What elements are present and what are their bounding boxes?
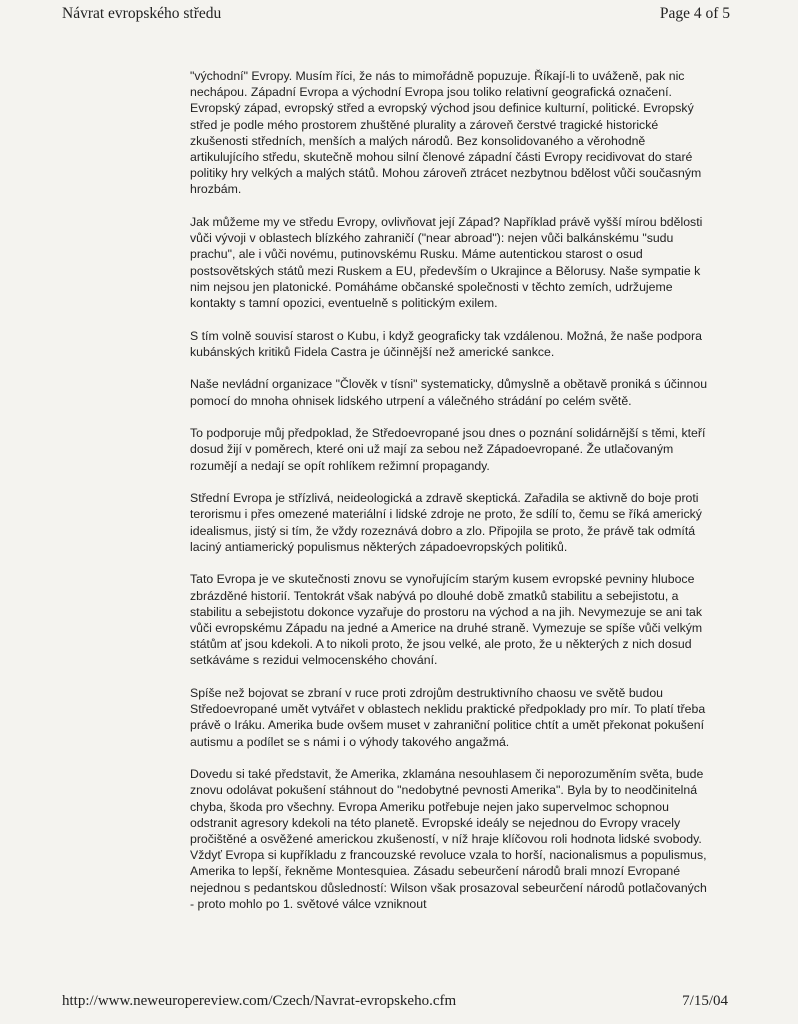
article-body <box>190 68 710 912</box>
header-page-indicator: Page 4 of 5 <box>659 5 730 22</box>
paragraph: "východní" Evropy. Musím říci, že nás to mimořádně popuzuje. Říkají-li to uváženě, pak nic nechápou. Západní Evropa a východní Evropa jsou toliko relativní geografická označení. Evropský západ, evropský střed a evropský východ jsou definice kulturní, politické. Evropský střed je podle mého prostorem zhuštěné plurality a zároveň čerstvé tragické historické zkušenosti středních, menších a malých národů. Bez konsolidovaného a věrohodně artikulujícího středu, skutečně mohou silní členové západní části Evropy recidivovat do staré politiky hry velkých a malých států. Mohou zároveň ztrácet nezbytnou bdělost vůči současným hrozbám. <box>190 69 702 197</box>
paragraph: Spíše než bojovat se zbraní v ruce proti zdrojům destruktivního chaosu ve světě budou Středoevropané umět vytvářet v oblastech neklidu praktické předpoklady pro mír. To platí třeba právě o Iráku. Amerika bude ovšem muset v zahraniční politice chtít a umět překonat pokušení autismu a podílet se s námi i o výhody takového angažmá. <box>190 686 706 749</box>
paragraph: Tato Evropa je ve skutečnosti znovu se vynořujícím starým kusem evropské pevniny hluboce zbrázděné historií. Tentokrát však nabývá po dlouhé době zmatků stabilitu a sebejistotu, a stabilitu a sebejistotu dokonce vyzařuje do prostoru na východ a na jih. Nevymezuje se ani tak vůči evropskému Západu na jedné a Americe na druhé straně. Vymezuje se spíše vůči velkým státům ať jsou kdekoli. A to nikoli proto, že jsou velké, ale proto, že u některých z nich dosud setkáváme s rezidui velmocenského chování. <box>190 572 703 668</box>
paragraph: S tím volně souvisí starost o Kubu, i když geograficky tak vzdálenou. Možná, že naše podpora kubánských kritiků Fidela Castra je účinnější než americké sankce. <box>190 328 702 359</box>
footer-date: 7/15/04 <box>682 993 728 1009</box>
paragraph: Dovedu si také představit, že Amerika, zklamána nesouhlasem či neporozuměním světa, bude znovu odolávat pokušení stáhnout do "nedobytné pevnosti Amerika". Byla by to neodčinitelná chyba, škoda pro všechny. Evropa Ameriku potřebuje nejen jako supervelmoc schopnou odstranit agresory kdekoli na této planetě. Evropské ideály se nejednou do Evropy vracely pročištěné a osvěžené americkou zkušeností, v níž hraje klíčovou roli hodnota lidské svobody. Vždyť Evropa si kupříkladu z francouzské revoluce vzala to horší, nacionalismus a populismus, Amerika to lepší, řekněme Montesquiea. Zásadu sebeurčení národů brali mnozí Evropané nejednou s pedantskou důsledností: Wilson však prosazoval sebeurčení národů potlačovaných - proto mohlo po 1. světové válce vzniknout <box>190 767 707 911</box>
paragraph: To podporuje můj předpoklad, že Středoevropané jsou dnes o poznání solidárnější s těmi, kteří dosud žijí v poměrech, které oni už mají za sebou než Západoevropané. Že utlačovaným rozumějí a nedají se opít rohlíkem režimní propagandy. <box>190 426 706 473</box>
print-footer <box>62 993 728 1010</box>
paragraph: Jak můžeme my ve středu Evropy, ovlivňovat její Západ? Například právě vyšší mírou bdělosti vůči vývoji v oblastech blízkého zahraničí ("near abroad"): nejen vůči balkánskému "sudu prachu", ale i vůči novému, putinovskému Rusku. Máme autentickou starost o osud postsovětských států mezi Ruskem a EU, především o Ukrajince a Bělorusy. Naše sympatie k nim nejsou jen platonické. Pomáháme občanské společnosti v těchto zemích, udržujeme kontakty s tamní opozici, eventuelně s politickým exilem. <box>190 215 703 311</box>
footer-url: http://www.neweuropereview.com/Czech/Navrat-evropskeho.cfm <box>62 993 457 1009</box>
header-title: Návrat evropského středu <box>62 5 222 22</box>
print-header <box>62 5 730 23</box>
paragraph: Naše nevládní organizace "Člověk v tísni" systematicky, důmyslně a obětavě proniká s účinnou pomocí do mnoha ohnisek lidského utrpení a válečného strádání po celém světě. <box>190 377 708 408</box>
paragraph: Střední Evropa je střízlivá, neideologická a zdravě skeptická. Zařadila se aktivně do boje proti terorismu i přes omezené materiální i lidské zdroje ne proto, že sdílí to, čemu se říká americký idealismus, jistý si tím, že vždy rozeznává dobro a zlo. Připojila se proto, že právě tak odmítá laciný antiamerický populismus některých západoevropských politiků. <box>190 491 702 554</box>
